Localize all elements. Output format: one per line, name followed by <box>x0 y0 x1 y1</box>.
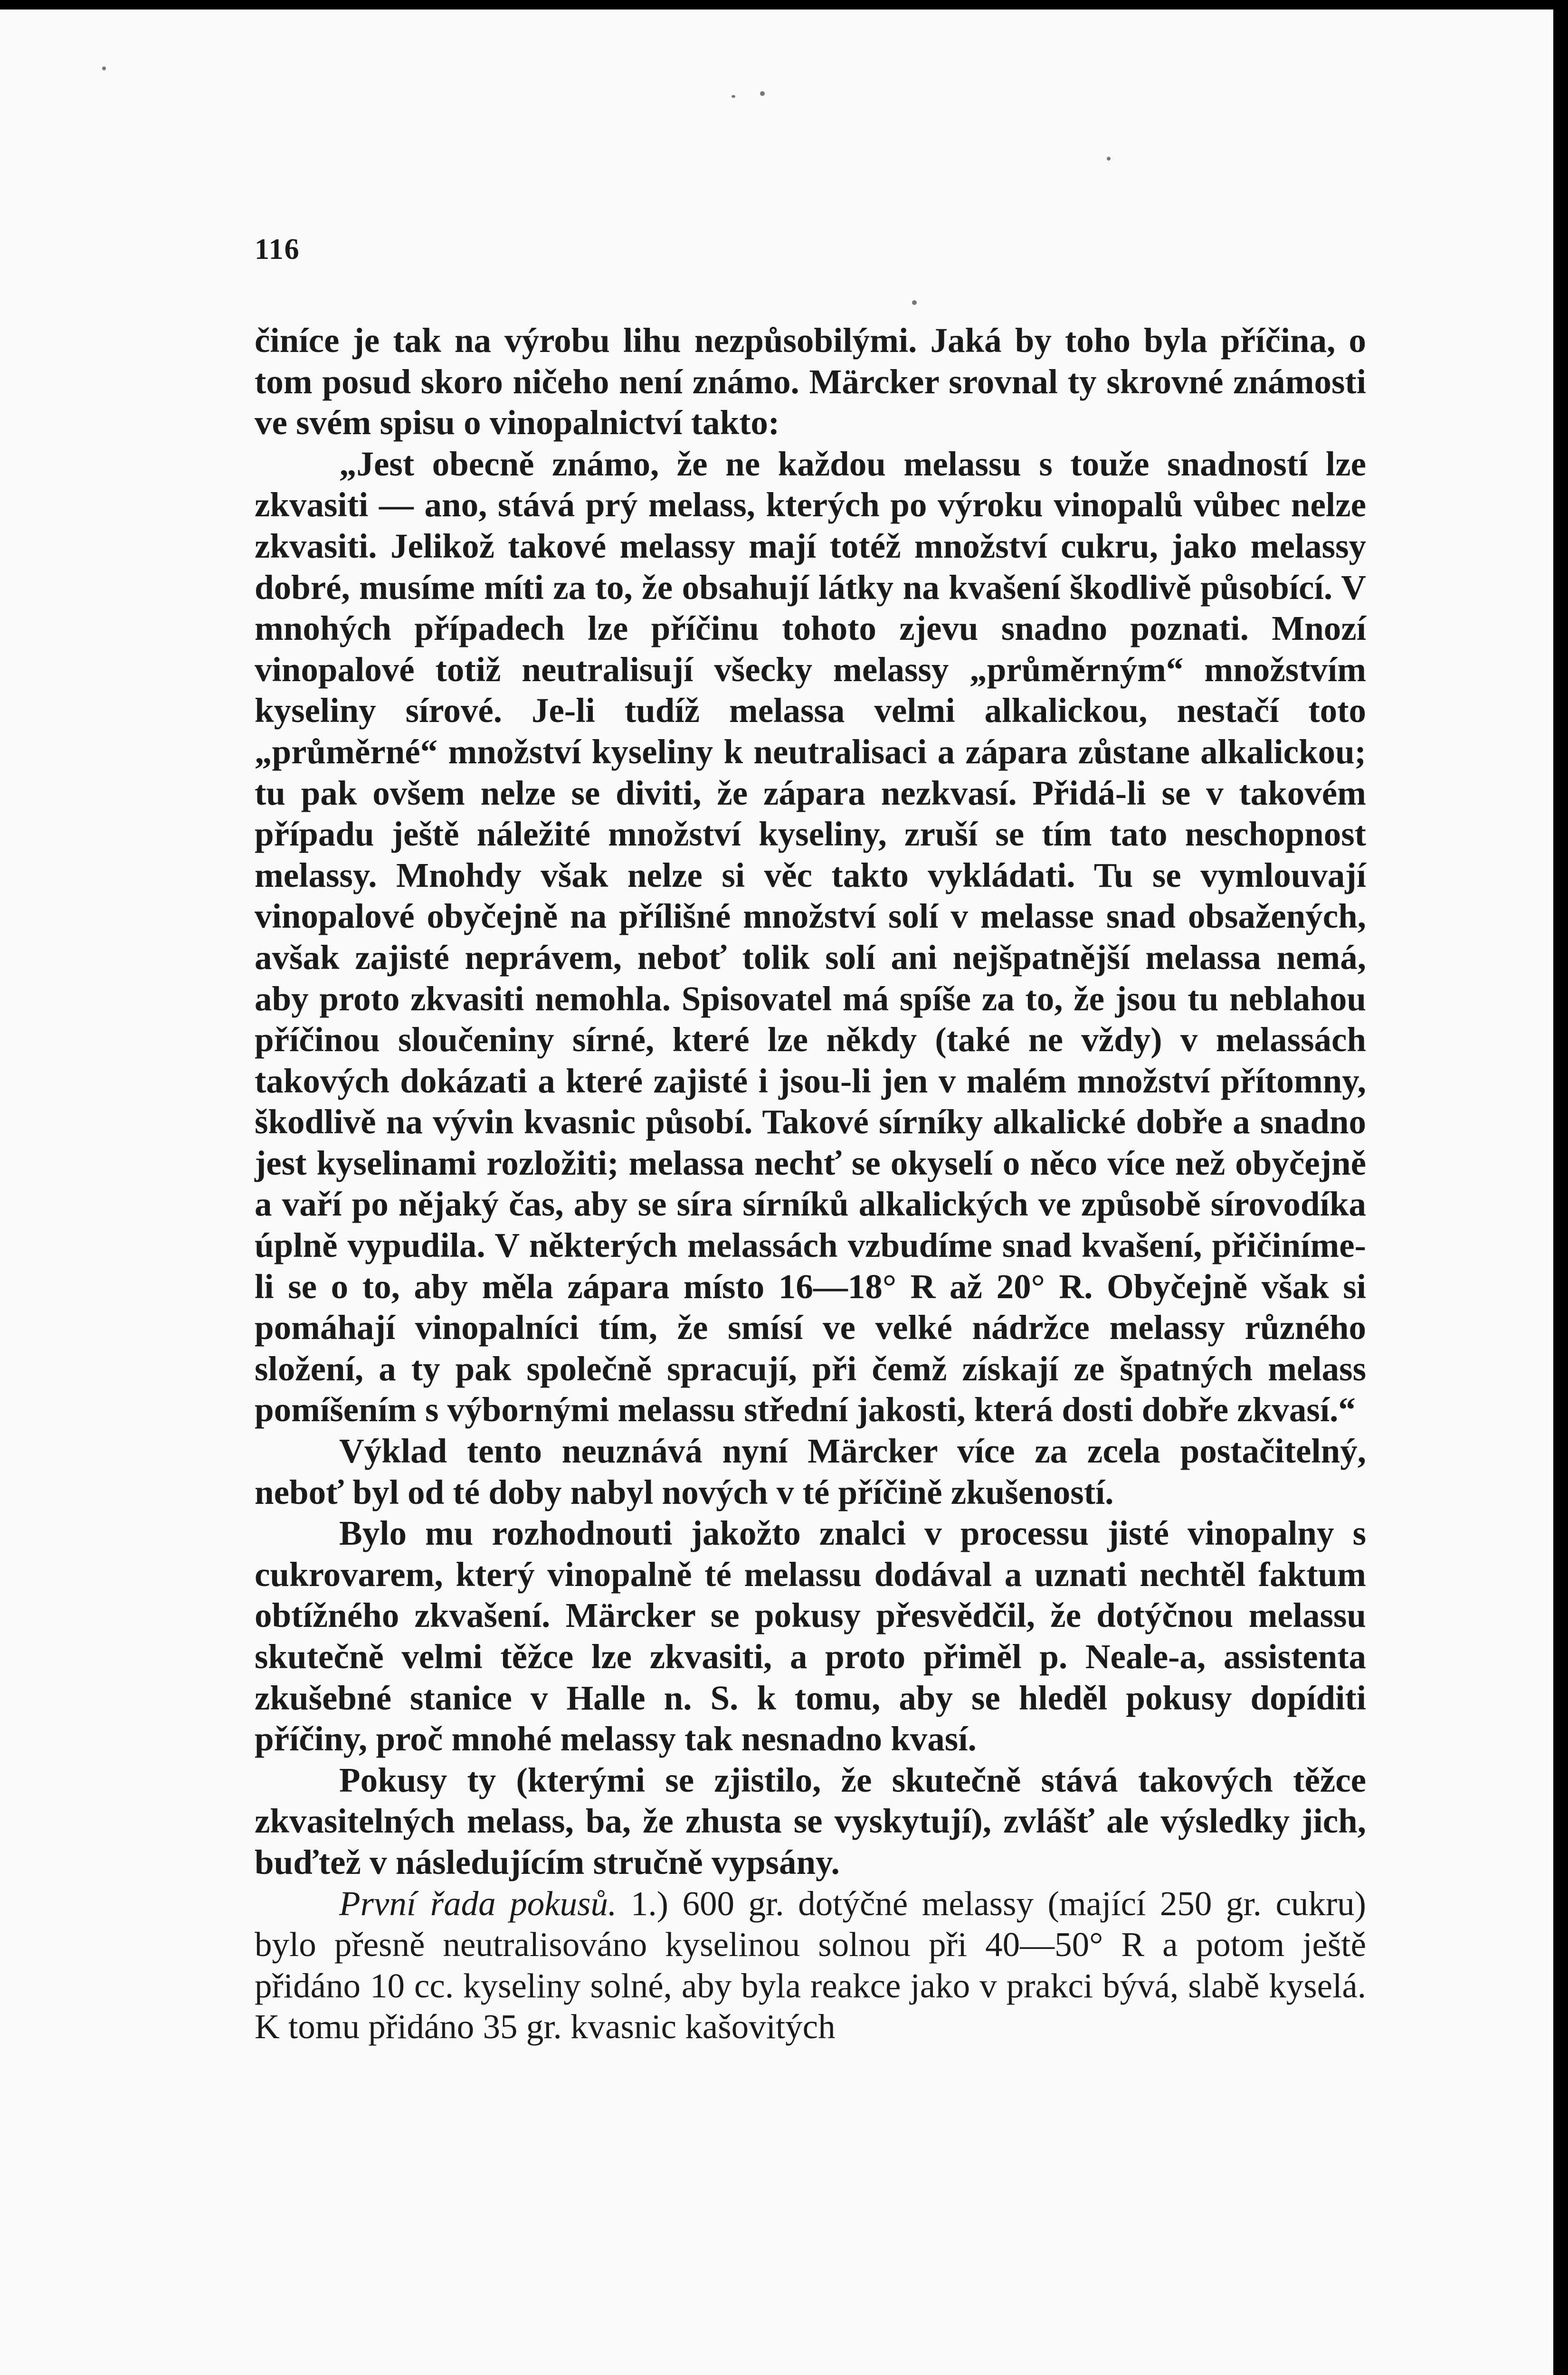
paragraph-4: Bylo mu rozhodnouti jakožto znalci v processu jisté vinopalny s cukrovarem, který vinopalně té melassu dodával a uznati nechtěl faktum obtížného zkvašení. Märcker se pokusy přesvědčil, že dotýčnou melassu skutečně velmi těžce lze zkvasiti, a proto přiměl p. Neale-a, assistenta zkušebné stanice v Halle n. S. k tomu, aby se hleděl pokusy dopíditi příčiny, proč mnohé melassy tak nesnadno kvasí. <box>255 1514 1366 1758</box>
scan-speck <box>1107 157 1111 161</box>
scan-speck <box>912 300 917 305</box>
document-page <box>0 10 1553 2375</box>
scan-speck <box>760 91 765 96</box>
paragraph-6 <box>255 1883 1366 2048</box>
scan-speck <box>102 66 106 70</box>
series-title: První řada pokusů. <box>339 1884 617 1923</box>
paragraph-1: činíce je tak na výrobu lihu nezpůsobilými. Jaká by toho byla příčina, o tom posud skoro ničeho není známo. Märcker srovnal ty skrovné známosti ve svém spisu o vinopalnictví takto: <box>255 321 1366 442</box>
body-text <box>255 320 1366 2048</box>
paragraph-6-text: 1.) 600 gr. dotýčné melassy (mající 250 gr. cukru) bylo přesně neutralisováno kyselinou solnou při 40—50° R a potom ještě přidáno 10 cc. kyseliny solné, aby byla reakce jako v prakci bývá, slabě kyselá. K tomu přidáno 35 gr. kvasnic kašovitých <box>255 1884 1366 2046</box>
page-number: 116 <box>255 233 300 266</box>
paragraph-5: Pokusy ty (kterými se zjistilo, že skutečně stává takových těžce zkvasitelných melass, ba, že zhusta se vyskytují), zvlášť ale výsledky jich, buďtež v následujícím stručně vypsány. <box>255 1760 1366 1881</box>
paragraph-3: Výklad tento neuznává nyní Märcker více za zcela postačitelný, neboť byl od té doby nabyl nových v té příčině zkušeností. <box>255 1432 1366 1511</box>
scan-speck <box>732 95 735 98</box>
scan-edge <box>1553 0 1568 2375</box>
paragraph-2-quote: „Jest obecně známo, že ne každou melassu s touže snadností lze zkvasiti — ano, stává prý melass, kterých po výroku vinopalů vůbec nelze zkvasiti. Jelikož takové melassy mají totéž množství cukru, jako melassy dobré, musíme míti za to, že obsahují látky na kvašení škodlivě působící. V mnohých případech lze příčinu tohoto zjevu snadno poznati. Mnozí vinopalové totiž neutralisují všecky melassy „průměrným“ množstvím kyseliny sírové. Je-li tudíž melassa velmi alkalickou, nestačí toto „průměrné“ množství kyseliny k neutralisaci a zápara zůstane alkalickou; tu pak ovšem nelze se diviti, že zápara nezkvasí. Přidá-li se v takovém případu ještě náležité množství kyseliny, zruší se tím tato neschopnost melassy. Mnohdy však nelze si věc takto vykládati. Tu se vymlouvají vinopalové obyčejně na přílišné množství solí v melasse snad obsažených, avšak zajisté neprávem, neboť tolik solí ani nejšpatnější melassa nemá, aby proto zkvasiti nemohla. Spisovatel má spíše za to, že jsou tu neblahou příčinou sloučeniny sírné, které lze někdy (také ne vždy) v melassách takových dokázati a které zajisté i jsou-li jen v malém množství přítomny, škodlivě na vývin kvasnic působí. Takové sírníky alkalické dobře a snadno jest kyselinami rozložiti; melassa nechť se okyselí o něco více než obyčejně a vaří po nějaký čas, aby se síra sírníků alkalických ve způsobě sírovodíka úplně vypudila. V některých melassách vzbudíme snad kvašení, přičiníme-li se o to, aby měla zápara místo 16—18° R až 20° R. Obyčejně však si pomáhají vinopalníci tím, že smísí ve velké nádržce melassy různého složení, a ty pak společně spracují, při čemž získají ze špatných melass pomíšením s výbornými melassu střední jakosti, která dosti dobře zkvasí.“ <box>255 444 1366 1429</box>
